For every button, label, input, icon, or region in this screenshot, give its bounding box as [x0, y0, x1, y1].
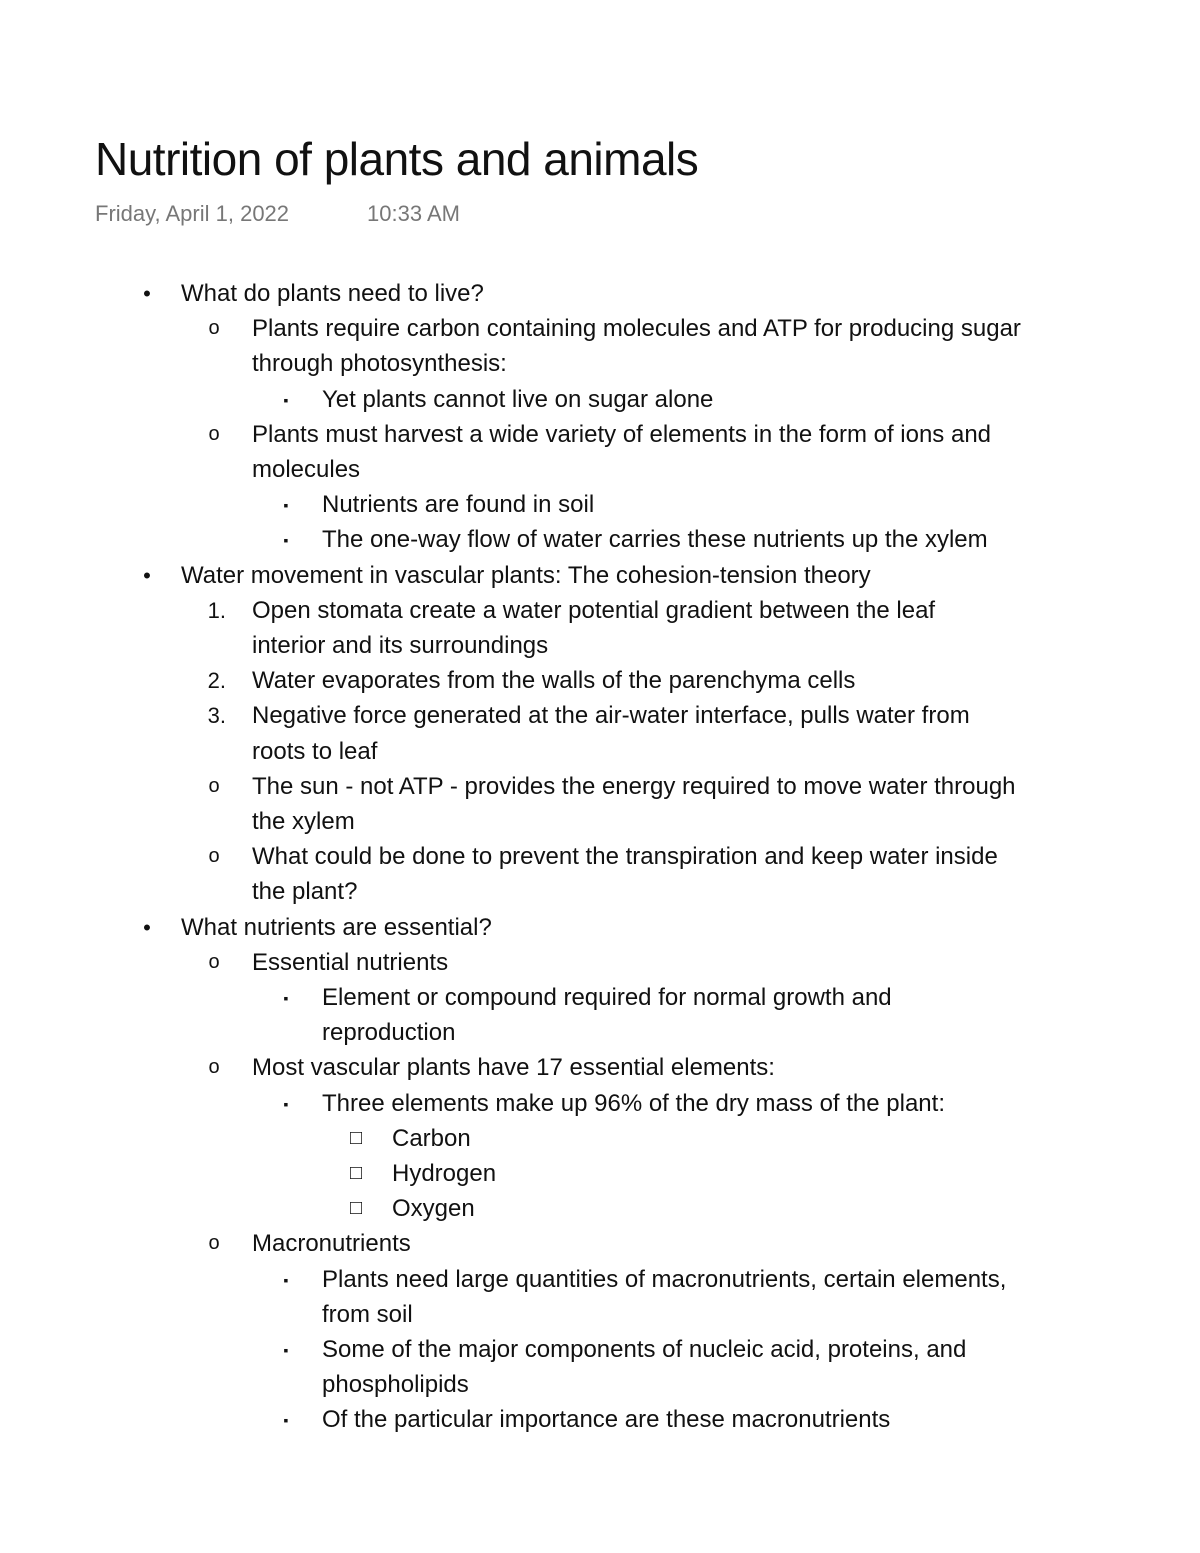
list-item-text: phospholipids — [322, 1371, 469, 1398]
list-marker: 3. — [207, 703, 226, 728]
list-item-text: Open stomata create a water potential gradient between the leaf — [252, 597, 936, 624]
list-item-text: Of the particular importance are these macronutrients — [322, 1406, 891, 1433]
list-item-text: the xylem — [252, 808, 355, 835]
list-item-text: Element or compound required for normal growth and — [322, 984, 892, 1011]
list-item-text: Nutrients are found in soil — [322, 491, 595, 518]
list-item-text: the plant? — [252, 878, 358, 905]
list-item-text: from soil — [322, 1301, 413, 1328]
page-date: Friday, April 1, 2022 — [95, 201, 290, 226]
list-item-text: Hydrogen — [392, 1160, 497, 1187]
list-item-text: Three elements make up 96% of the dry mass of the plant: — [322, 1090, 945, 1117]
list-marker: □ — [349, 1162, 363, 1184]
list-item-text: What nutrients are essential? — [181, 914, 492, 941]
list-marker: ▪ — [283, 990, 289, 1006]
list-item-text: Macronutrients — [252, 1230, 411, 1257]
list-marker: ▪ — [283, 1412, 289, 1428]
list-marker: ▪ — [283, 497, 289, 513]
list-marker: • — [143, 915, 151, 940]
list-item-text: Plants require carbon containing molecules and ATP for producing sugar — [252, 315, 1021, 342]
list-marker: ▪ — [283, 392, 289, 408]
list-marker: 1. — [207, 598, 226, 623]
list-item-text: interior and its surroundings — [252, 632, 549, 659]
page-metadata — [95, 201, 460, 227]
list-item-text: Water evaporates from the walls of the parenchyma cells — [252, 667, 856, 694]
page-title: Nutrition of plants and animals — [95, 133, 699, 185]
page-time: 10:33 AM — [367, 201, 460, 226]
list-item-text: The one-way flow of water carries these nutrients up the xylem — [322, 526, 988, 553]
list-item-text: Essential nutrients — [252, 949, 449, 976]
list-marker: 2. — [207, 668, 226, 693]
list-marker: □ — [349, 1197, 363, 1219]
list-marker: ▪ — [283, 1096, 289, 1112]
list-item-text: through photosynthesis: — [252, 350, 507, 377]
list-item-text: Carbon — [392, 1125, 471, 1152]
list-marker: • — [143, 563, 151, 588]
list-item-text: Oxygen — [392, 1195, 475, 1222]
list-marker: ▪ — [283, 1342, 289, 1358]
list-marker: o — [208, 845, 220, 867]
list-item-text: Most vascular plants have 17 essential elements: — [252, 1054, 775, 1081]
list-marker: o — [208, 317, 220, 339]
list-item-text: Water movement in vascular plants: The cohesion-tension theory — [181, 562, 871, 589]
list-marker: o — [208, 1056, 220, 1078]
list-item-text: Yet plants cannot live on sugar alone — [322, 386, 714, 413]
list-marker: • — [143, 281, 151, 306]
list-item-text: What do plants need to live? — [181, 280, 484, 307]
list-item-text: The sun - not ATP - provides the energy required to move water through — [252, 773, 1016, 800]
list-marker: o — [208, 1232, 220, 1254]
list-marker: ▪ — [283, 1272, 289, 1288]
list-marker: □ — [349, 1127, 363, 1149]
list-item-text: What could be done to prevent the transpiration and keep water inside — [252, 843, 998, 870]
list-item-text: Some of the major components of nucleic acid, proteins, and — [322, 1336, 967, 1363]
list-item-text: Plants must harvest a wide variety of elements in the form of ions and — [252, 421, 992, 448]
list-item-text: Negative force generated at the air-water interface, pulls water from — [252, 702, 970, 729]
list-item-text: molecules — [252, 456, 361, 483]
list-marker: o — [208, 423, 220, 445]
list-marker: o — [208, 951, 220, 973]
list-item-text: Plants need large quantities of macronutrients, certain elements, — [322, 1266, 1007, 1293]
list-marker: ▪ — [283, 532, 289, 548]
list-marker: o — [208, 775, 220, 797]
list-item-text: roots to leaf — [252, 738, 378, 765]
list-item-text: reproduction — [322, 1019, 456, 1046]
